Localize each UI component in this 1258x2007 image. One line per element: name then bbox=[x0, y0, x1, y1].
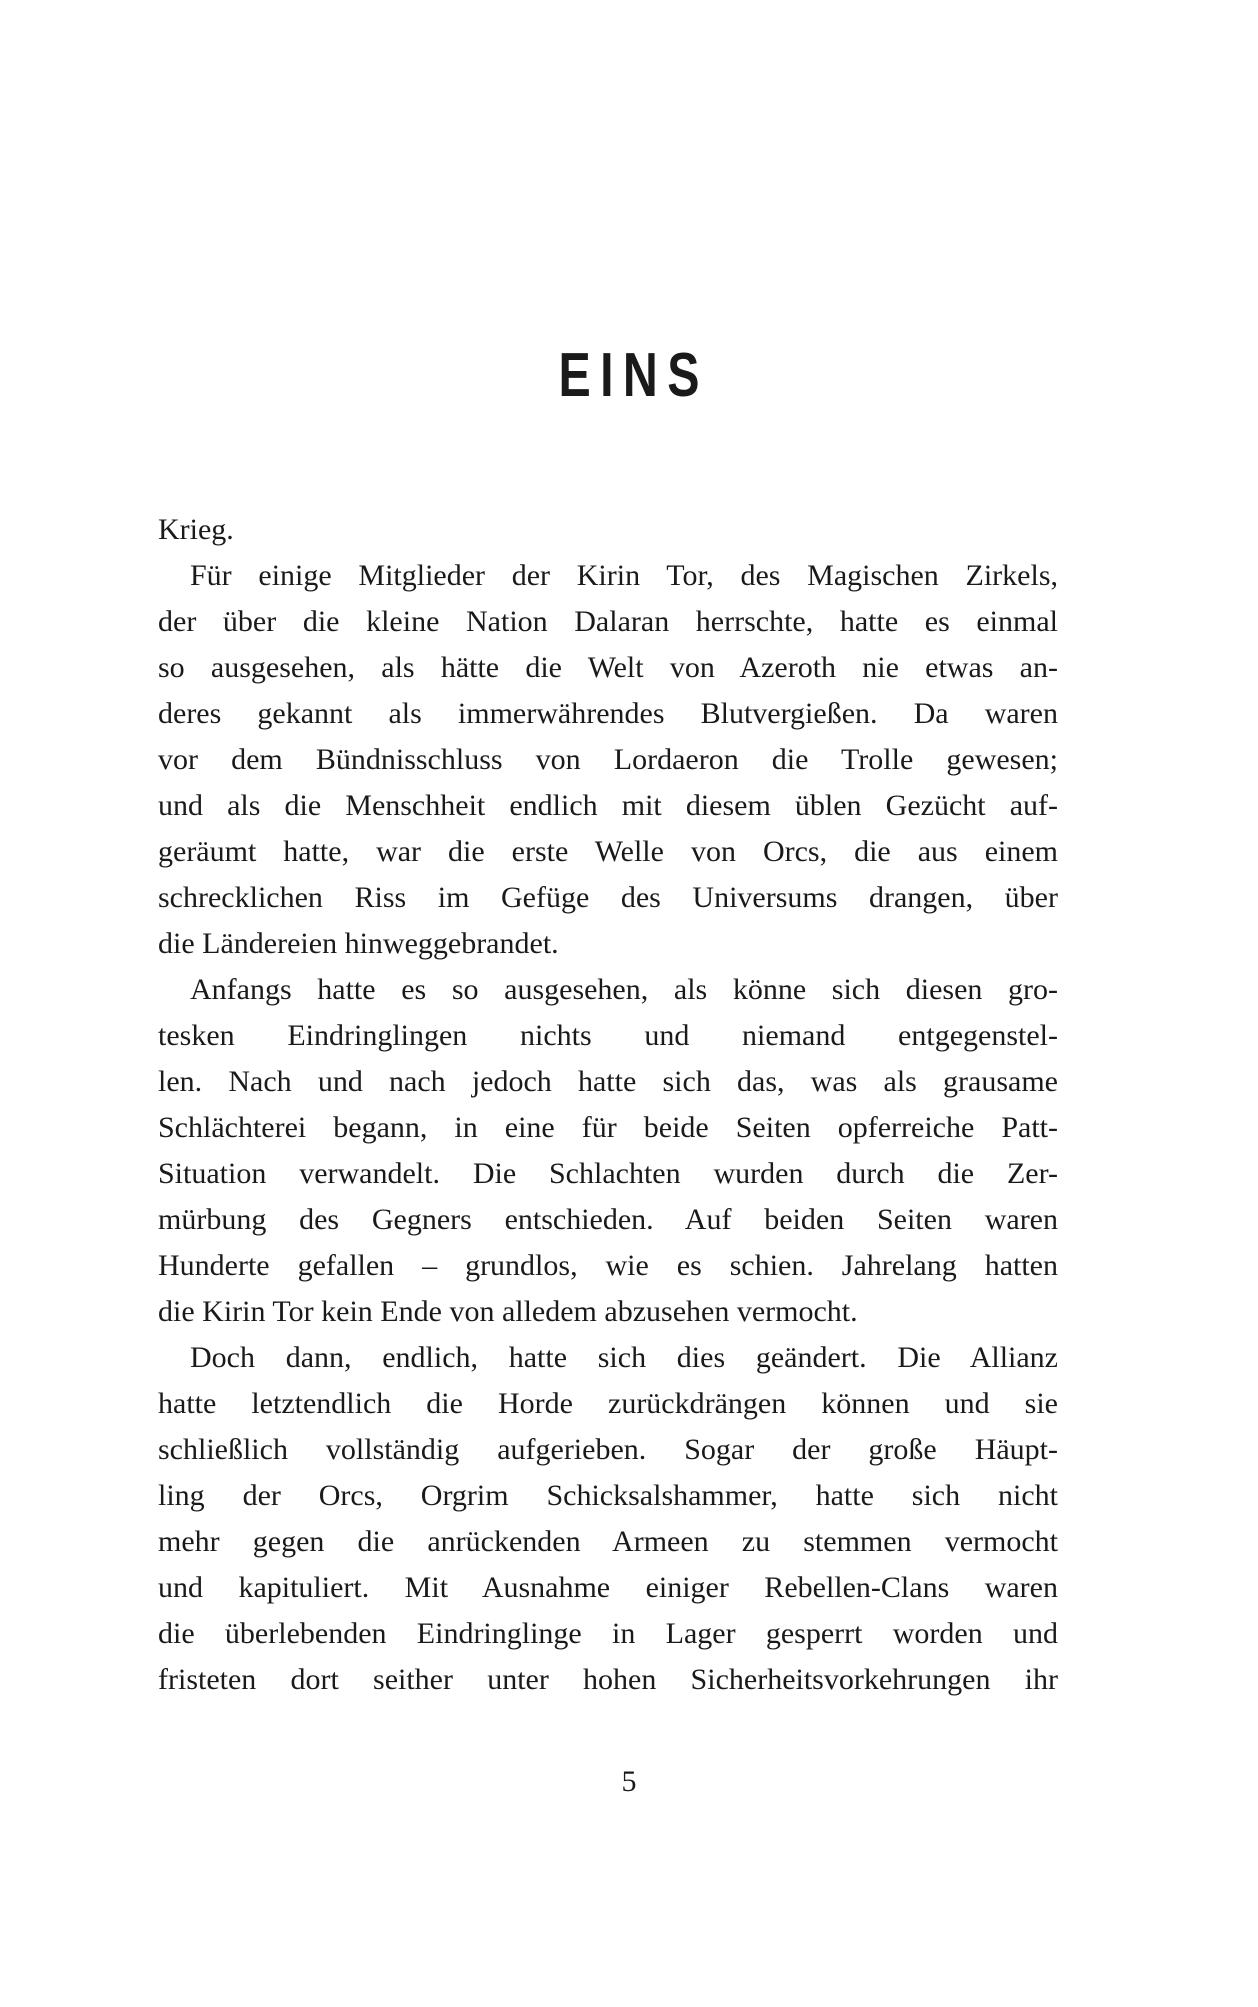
text-line: mehr gegen die anrückenden Armeen zu stemmen vermocht bbox=[158, 1525, 1058, 1558]
text-line: schrecklichen Riss im Gefüge des Universums drangen, über bbox=[158, 881, 1058, 914]
text-line: der über die kleine Nation Dalaran herrschte, hatte es einmal bbox=[158, 605, 1058, 638]
text-line: ling der Orcs, Orgrim Schicksalshammer, hatte sich nicht bbox=[158, 1479, 1058, 1512]
text-line: Schlächterei begann, in eine für beide Seiten opferreiche Patt- bbox=[158, 1111, 1058, 1144]
text-line: deres gekannt als immerwährendes Blutvergießen. Da waren bbox=[158, 697, 1058, 730]
body-text bbox=[158, 507, 1058, 1703]
text-line: vor dem Bündnisschluss von Lordaeron die Trolle gewesen; bbox=[158, 743, 1058, 776]
text-line: und als die Menschheit endlich mit diesem üblen Gezücht auf- bbox=[158, 789, 1058, 822]
text-line: Krieg. bbox=[158, 513, 234, 546]
text-line: hatte letztendlich die Horde zurückdrängen können und sie bbox=[158, 1387, 1058, 1420]
text-line: die überlebenden Eindringlinge in Lager gesperrt worden und bbox=[158, 1617, 1058, 1650]
text-line: tesken Eindringlingen nichts und niemand entgegenstel- bbox=[158, 1019, 1058, 1052]
text-line: Hunderte gefallen – grundlos, wie es schien. Jahrelang hatten bbox=[158, 1249, 1058, 1282]
page-number: 5 bbox=[621, 1765, 637, 1798]
text-line: fristeten dort seither unter hohen Sicherheitsvorkehrungen ihr bbox=[158, 1663, 1058, 1696]
text-line: len. Nach und nach jedoch hatte sich das, was als grausame bbox=[158, 1065, 1058, 1098]
text-line: und kapituliert. Mit Ausnahme einiger Rebellen-Clans waren bbox=[158, 1571, 1058, 1604]
chapter-title: EINS bbox=[558, 341, 709, 410]
text-line: geräumt hatte, war die erste Welle von Orcs, die aus einem bbox=[158, 835, 1058, 868]
text-line: Für einige Mitglieder der Kirin Tor, des Magischen Zirkels, bbox=[190, 559, 1058, 592]
text-line: mürbung des Gegners entschieden. Auf beiden Seiten waren bbox=[158, 1203, 1058, 1236]
text-line: Doch dann, endlich, hatte sich dies geändert. Die Allianz bbox=[190, 1341, 1058, 1374]
text-line: die Kirin Tor kein Ende von alledem abzusehen vermocht. bbox=[158, 1295, 858, 1328]
text-line: so ausgesehen, als hätte die Welt von Azeroth nie etwas an- bbox=[158, 651, 1058, 684]
text-line: Anfangs hatte es so ausgesehen, als könne sich diesen gro- bbox=[190, 973, 1058, 1006]
text-line: die Ländereien hinweggebrandet. bbox=[158, 927, 559, 960]
text-line: schließlich vollständig aufgerieben. Sogar der große Häupt- bbox=[158, 1433, 1058, 1466]
text-line: Situation verwandelt. Die Schlachten wurden durch die Zer- bbox=[158, 1157, 1058, 1190]
